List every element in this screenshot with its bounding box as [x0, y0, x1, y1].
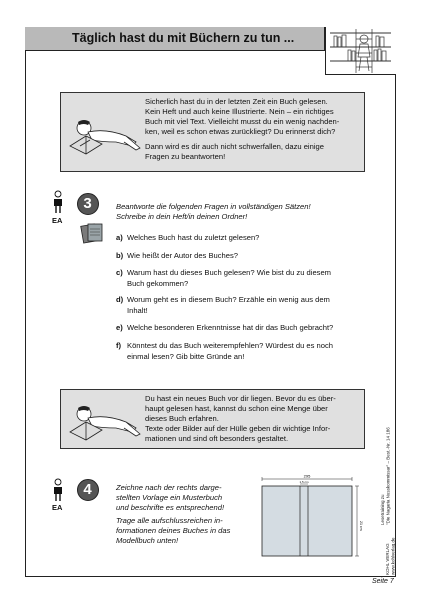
- reading-child-illustration: [66, 112, 144, 160]
- task-number: 3: [83, 195, 92, 212]
- book-template-diagram: [254, 474, 364, 560]
- intro-line: Fragen zu beantworten!: [145, 152, 226, 162]
- intro-line: Sicherlich hast du in der letzten Zeit ein Buch gelesen.: [145, 97, 328, 106]
- question-e: e) Welche besonderen Erkenntnisse hat dir das Buch gebracht?: [116, 323, 334, 332]
- info-line: haupt gelesen hast, kannst du schon eine Menge über: [145, 404, 328, 414]
- question-a: a) Welches Buch hast du zuletzt gelesen?: [116, 233, 260, 242]
- page-title: Täglich hast du mit Büchern zu tun ...: [72, 31, 295, 45]
- task4-instruction: und beschrifte es entsprechend!: [116, 503, 225, 512]
- page-number: Seite 7: [372, 578, 394, 585]
- intro-line: Buch mit viel Text. Vielleicht musst du ein wenig nachden-: [145, 117, 340, 127]
- bookshelf-reader-icon: [326, 27, 395, 73]
- reading-child-illustration: [66, 400, 144, 444]
- question-d: d) Worum geht es in diesem Buch? Erzähle ein wenig aus dem Inhalt!: [116, 295, 330, 315]
- template-spine-label: 1,5 cm: [299, 480, 309, 484]
- question-c: c) Warum hast du dieses Buch gelesen? Wie bist du zu diesem Buch gekommen?: [116, 268, 332, 288]
- person-icon: [51, 478, 65, 502]
- intro-line: Dann wird es dir auch nicht schwerfallen, dazu einige: [145, 142, 324, 152]
- corner-illustration: [325, 27, 396, 75]
- template-width-label: 295: [303, 474, 311, 479]
- template-height-label: 21 cm: [359, 521, 363, 531]
- task4-instruction: Zeichne nach der rechts darge-: [116, 483, 222, 492]
- info-line: Texte oder Bilder auf der Hülle geben dir wichtige Infor-: [145, 424, 331, 434]
- question-b: b) Wie heißt der Autor des Buches?: [116, 251, 239, 260]
- person-icon: [51, 190, 65, 214]
- question-f: f) Könntest du das Buch weiterempfehlen? Würdest du es noch einmal lesen? Gib bitte Gründe an!: [116, 341, 333, 361]
- task4-instruction: Trage alle aufschlussreichen in-: [116, 516, 223, 525]
- task-number: 4: [83, 481, 92, 498]
- task3-instruction: Beantworte die folgenden Fragen in vollständigen Sätzen!: [116, 202, 311, 211]
- series-credit: Lesetraining zu "Die Nagaria Nusskommissar" – Best.-Nr. 14 186: [380, 427, 391, 525]
- task3-instruction: Schreibe in dein Heft/in deinen Ordner!: [116, 212, 248, 221]
- task4-instruction: stellten Vorlage ein Musterbuch: [116, 493, 223, 502]
- intro-line: ken, weil es schon etwas zurückliegt? Du erinnerst dich?: [145, 127, 336, 137]
- publisher-credit: KOHL VERLAG www.kohlverlag.de: [385, 537, 396, 575]
- book-cover-rect: [262, 486, 352, 556]
- info-line: Du hast ein neues Buch vor dir liegen. Bevor du es über-: [145, 394, 336, 403]
- notebook-icon: [80, 222, 104, 244]
- task4-instruction: Modellbuch unten!: [116, 536, 179, 545]
- task-number-badge: [77, 479, 99, 501]
- task4-instruction: formationen deines Buches in das: [116, 526, 231, 535]
- ea-label: EA: [52, 503, 63, 512]
- ea-label: EA: [52, 216, 63, 225]
- task-number-badge: [77, 193, 99, 215]
- intro-line: Kein Heft und auch keine Illustrierte. Nein – ein richtiges: [145, 107, 334, 117]
- info-line: dieses Buch erfahren.: [145, 414, 219, 424]
- info-line: mationen und sind oft besonders gestaltet.: [145, 434, 289, 444]
